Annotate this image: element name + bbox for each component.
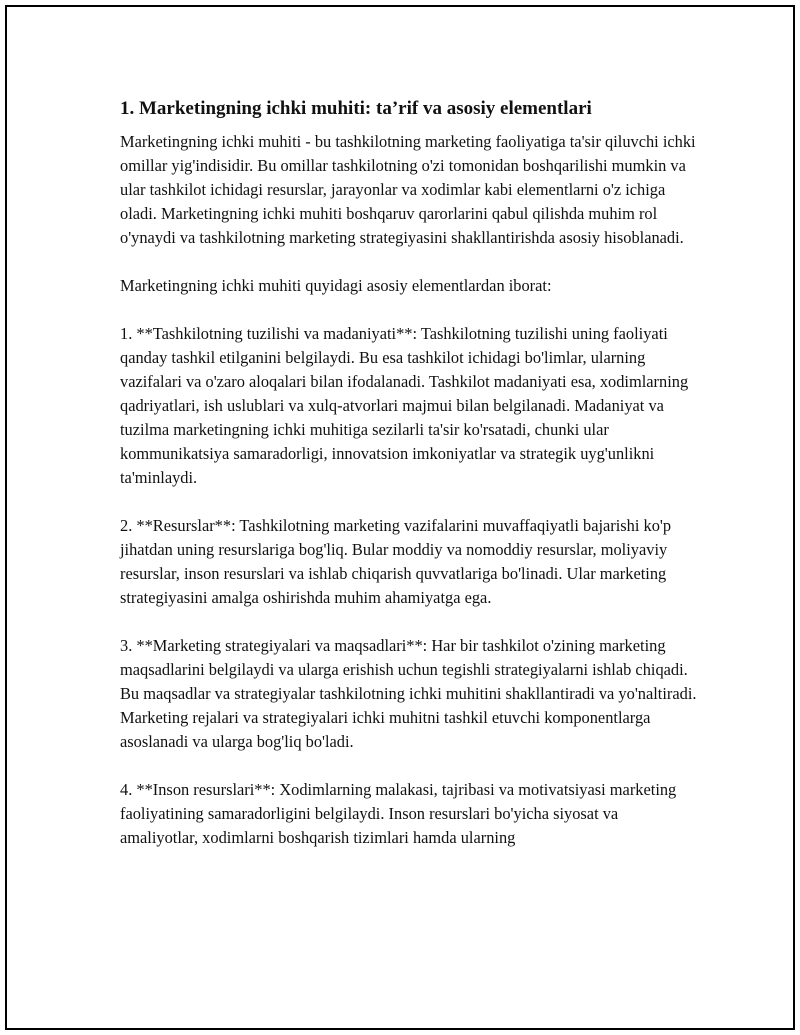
- paragraph-strategies-goals: 3. **Marketing strategiyalari va maqsadlari**: Har bir tashkilot o'zining marketing maqsadlarini belgilaydi va ularga erishish uchun tegishli strategiyalarni ishlab chiqadi. Bu maqsadlar va strategiyalar tashkilotning ichki muhitini shakllantiradi va yo'naltiradi. Marketing rejalari va strategiyalari ichki muhitni tashkil etuvchi komponentlarga asoslanadi va ularga bog'liq bo'ladi.: [120, 636, 697, 751]
- paragraph-human-resources: 4. **Inson resurslari**: Xodimlarning malakasi, tajribasi va motivatsiyasi marketing faoliyatining samaradorligini belgilaydi. Inson resurslari bo'yicha siyosat va amaliyotlar, xodimlarni boshqarish tizimlari hamda ularning: [120, 780, 677, 847]
- document-page: [5, 5, 795, 1030]
- section-title: 1. Marketingning ichki muhiti: ta’rif va asosiy elementlari: [120, 98, 592, 119]
- paragraph-intro: Marketingning ichki muhiti - bu tashkilotning marketing faoliyatiga ta'sir qiluvchi ichki omillar yig'indisidir. Bu omillar tashkilotning o'zi tomonidan boshqarilishi mumkin va ular tashkilot ichidagi resurslar, jarayonlar va xodimlar kabi elementlarni o'z ichiga oladi. Marketingning ichki muhiti boshqaruv qarorlarini qabul qilishda muhim rol o'ynaydi va tashkilotning marketing strategiyasini shakllantirishda asosiy hisoblanadi.: [120, 132, 696, 247]
- paragraph-structure-culture: 1. **Tashkilotning tuzilishi va madaniyati**: Tashkilotning tuzilishi uning faoliyati qanday tashkil etilganini belgilaydi. Bu esa tashkilot ichidagi bo'limlar, ularning vazifalari va o'zaro aloqalari bilan ifodalanadi. Tashkilot madaniyati esa, xodimlarning qadriyatlari, ish uslublari va xulq-atvorlari majmui bilan belgilanadi. Madaniyat va tuzilma marketingning ichki muhitiga sezilarli ta'sir ko'rsatadi, chunki ular kommunikatsiya samaradorligi, innovatsion imkoniyatlar va strategik uyg'unlikni ta'minlaydi.: [120, 324, 689, 487]
- document-body: [120, 97, 700, 874]
- paragraph-elements-lead: Marketingning ichki muhiti quyidagi asosiy elementlardan iborat:: [120, 276, 552, 295]
- paragraph-resources: 2. **Resurslar**: Tashkilotning marketing vazifalarini muvaffaqiyatli bajarishi ko'p jihatdan uning resurslariga bog'liq. Bular moddiy va nomoddiy resurslar, moliyaviy resurslar, inson resurslari va ishlab chiqarish quvvatlariga bo'linadi. Ular marketing strategiyasini amalga oshirishda muhim ahamiyatga ega.: [120, 516, 672, 607]
